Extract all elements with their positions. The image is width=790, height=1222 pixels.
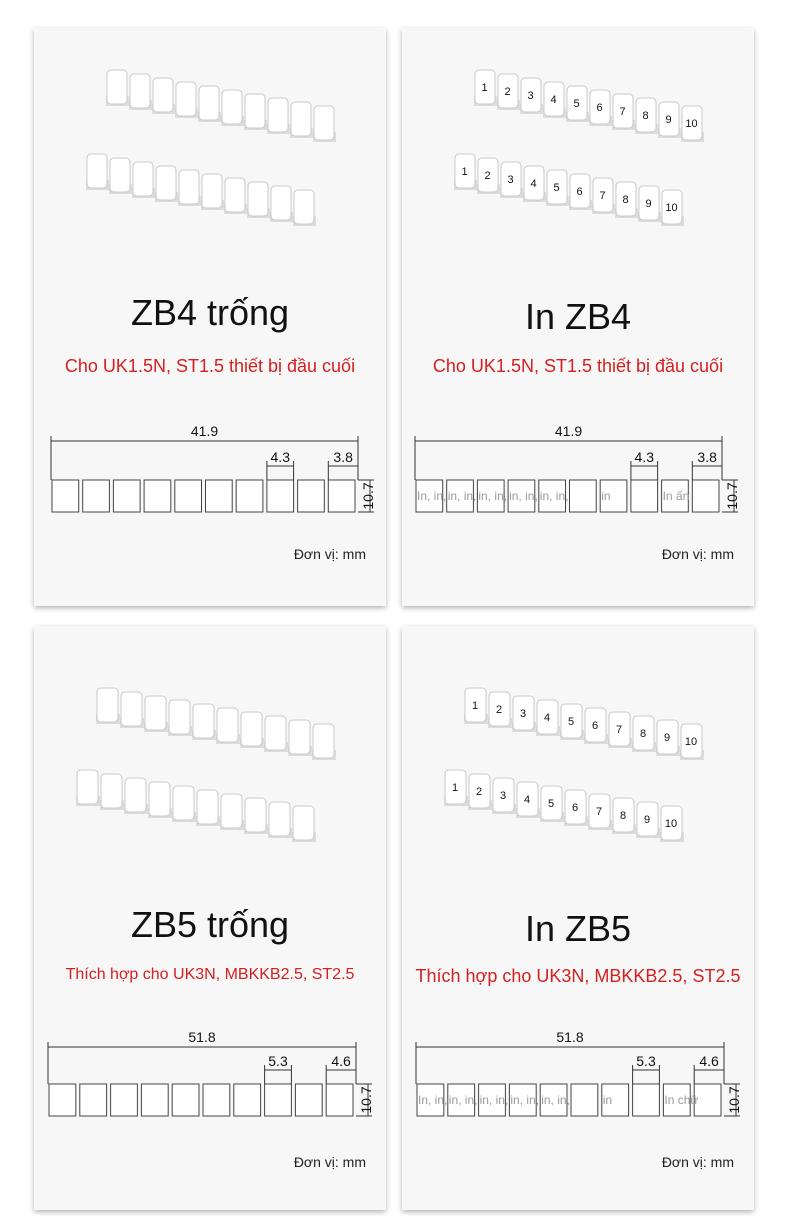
marker-cell (633, 1084, 660, 1116)
panel-subtitle: Cho UK1.5N, ST1.5 thiết bị đầu cuối (64, 356, 356, 376)
marker-number: 6 (596, 102, 603, 114)
marker-number: 1 (451, 782, 459, 794)
marker-number: 8 (619, 810, 627, 822)
dimension-height-label: 10.7 (360, 482, 376, 510)
dimension-height-label: 10.7 (726, 1086, 742, 1114)
marker-cell (141, 1084, 168, 1116)
marker-number: 6 (571, 802, 579, 814)
cell-print-text: in, in, (541, 1093, 570, 1107)
dimension-total-label: 51.8 (556, 1029, 584, 1045)
marker-number: 3 (507, 174, 514, 186)
marker-number: 2 (484, 170, 491, 182)
panel-subtitle: Cho UK1.5N, ST1.5 thiết bị đầu cuối (432, 356, 724, 376)
cell-print-text: in, in, (479, 1093, 509, 1107)
dimension-end-label: 3.8 (697, 449, 717, 465)
marker-number: 8 (622, 194, 629, 206)
marker-cell (571, 1084, 598, 1116)
marker-cell (80, 1084, 107, 1116)
marker-number: 8 (642, 110, 649, 122)
marker-cell (172, 1084, 199, 1116)
marker-number: 5 (553, 182, 560, 194)
marker-cell (570, 480, 597, 512)
marker-number: 5 (573, 98, 580, 110)
marker-number: 2 (475, 786, 483, 798)
marker-cell (328, 480, 355, 512)
dimension-drawing (34, 626, 386, 1210)
marker-cell (236, 480, 263, 512)
panel-zb4-printed (402, 28, 754, 606)
dimension-pitch-label: 5.3 (636, 1053, 656, 1069)
cell-print-text: in, in, (478, 489, 508, 503)
dimension-end-label: 4.6 (331, 1053, 351, 1069)
marker-cell (692, 480, 719, 512)
marker-number: 1 (481, 82, 488, 94)
panel-zb4-blank (34, 28, 386, 606)
marker-number: 1 (461, 166, 468, 178)
marker-cell (267, 480, 294, 512)
marker-number: 3 (519, 708, 527, 720)
unit-label: Đơn vị: mm (293, 546, 366, 562)
cell-print-text: in, in, (447, 489, 477, 503)
panel-zb5-printed (402, 626, 754, 1210)
marker-number: 6 (591, 720, 599, 732)
dimension-pitch-label: 4.3 (634, 449, 654, 465)
cell-print-text: in (601, 489, 611, 503)
marker-number: 7 (619, 106, 626, 118)
cell-print-text: in, in, (510, 1093, 540, 1107)
panel-title: In ZB4 (524, 296, 632, 337)
marker-cell (265, 1084, 292, 1116)
cell-print-text: in, in, (448, 1093, 478, 1107)
marker-cell (234, 1084, 261, 1116)
cell-print-text: in (602, 1093, 613, 1107)
dimension-end-label: 4.6 (699, 1053, 719, 1069)
marker-number: 10 (685, 118, 698, 130)
marker-cell (203, 1084, 230, 1116)
marker-cell (83, 480, 110, 512)
dimension-total-label: 41.9 (190, 423, 219, 439)
dimension-drawing (34, 28, 386, 606)
unit-label: Đơn vị: mm (293, 1154, 366, 1170)
marker-number: 7 (595, 806, 603, 818)
cell-print-text: in, in, (539, 489, 569, 503)
marker-number: 2 (495, 704, 503, 716)
dimension-drawing (402, 28, 754, 606)
marker-number: 4 (543, 712, 551, 724)
marker-number: 1 (471, 700, 479, 712)
dimension-total-label: 51.8 (188, 1029, 216, 1045)
panel-title: ZB5 trống (130, 904, 290, 945)
marker-number: 6 (576, 186, 583, 198)
cell-print-text: In, in, (418, 1093, 448, 1107)
marker-number: 10 (684, 736, 698, 748)
marker-cell (631, 480, 658, 512)
marker-number: 2 (504, 86, 511, 98)
marker-cell (49, 1084, 76, 1116)
marker-number: 9 (643, 814, 651, 826)
marker-number: 9 (663, 732, 671, 744)
marker-cell (295, 1084, 322, 1116)
marker-number: 10 (665, 202, 678, 214)
unit-label: Đơn vị: mm (661, 1154, 734, 1170)
dimension-height-label: 10.7 (724, 482, 740, 510)
dimension-pitch-label: 4.3 (270, 449, 290, 465)
marker-number: 10 (664, 818, 678, 830)
panel-subtitle: Thích hợp cho UK3N, MBKKB2.5, ST2.5 (415, 966, 741, 986)
dimension-total-label: 41.9 (554, 423, 583, 439)
marker-number: 9 (645, 198, 652, 210)
marker-number: 4 (530, 178, 537, 190)
unit-label: Đơn vị: mm (661, 546, 734, 562)
marker-cell (52, 480, 79, 512)
marker-number: 4 (550, 94, 557, 106)
marker-cell (175, 480, 202, 512)
cell-print-text: In, in, (417, 489, 447, 503)
cell-print-text: In chữ (664, 1093, 699, 1107)
marker-cell (326, 1084, 353, 1116)
marker-cell (113, 480, 140, 512)
marker-number: 9 (665, 114, 672, 126)
marker-cell (111, 1084, 138, 1116)
marker-number: 5 (567, 716, 575, 728)
dimension-height-label: 10.7 (358, 1086, 374, 1114)
marker-number: 3 (499, 790, 507, 802)
marker-number: 7 (615, 724, 623, 736)
marker-number: 7 (599, 190, 606, 202)
marker-number: 3 (527, 90, 534, 102)
marker-cell (206, 480, 233, 512)
cell-print-text: In ấn (662, 489, 690, 503)
marker-number: 8 (639, 728, 647, 740)
marker-number: 5 (547, 798, 555, 810)
cell-print-text: in, in, (509, 489, 538, 503)
dimension-pitch-label: 5.3 (268, 1053, 288, 1069)
panel-subtitle: Thích hợp cho UK3N, MBKKB2.5, ST2.5 (65, 966, 355, 983)
panel-title: In ZB5 (524, 908, 632, 949)
dimension-end-label: 3.8 (333, 449, 353, 465)
marker-cell (298, 480, 325, 512)
panel-zb5-blank (34, 626, 386, 1210)
marker-cell (144, 480, 171, 512)
dimension-drawing (402, 626, 754, 1210)
marker-number: 4 (523, 794, 531, 806)
panel-title: ZB4 trống (130, 292, 290, 333)
